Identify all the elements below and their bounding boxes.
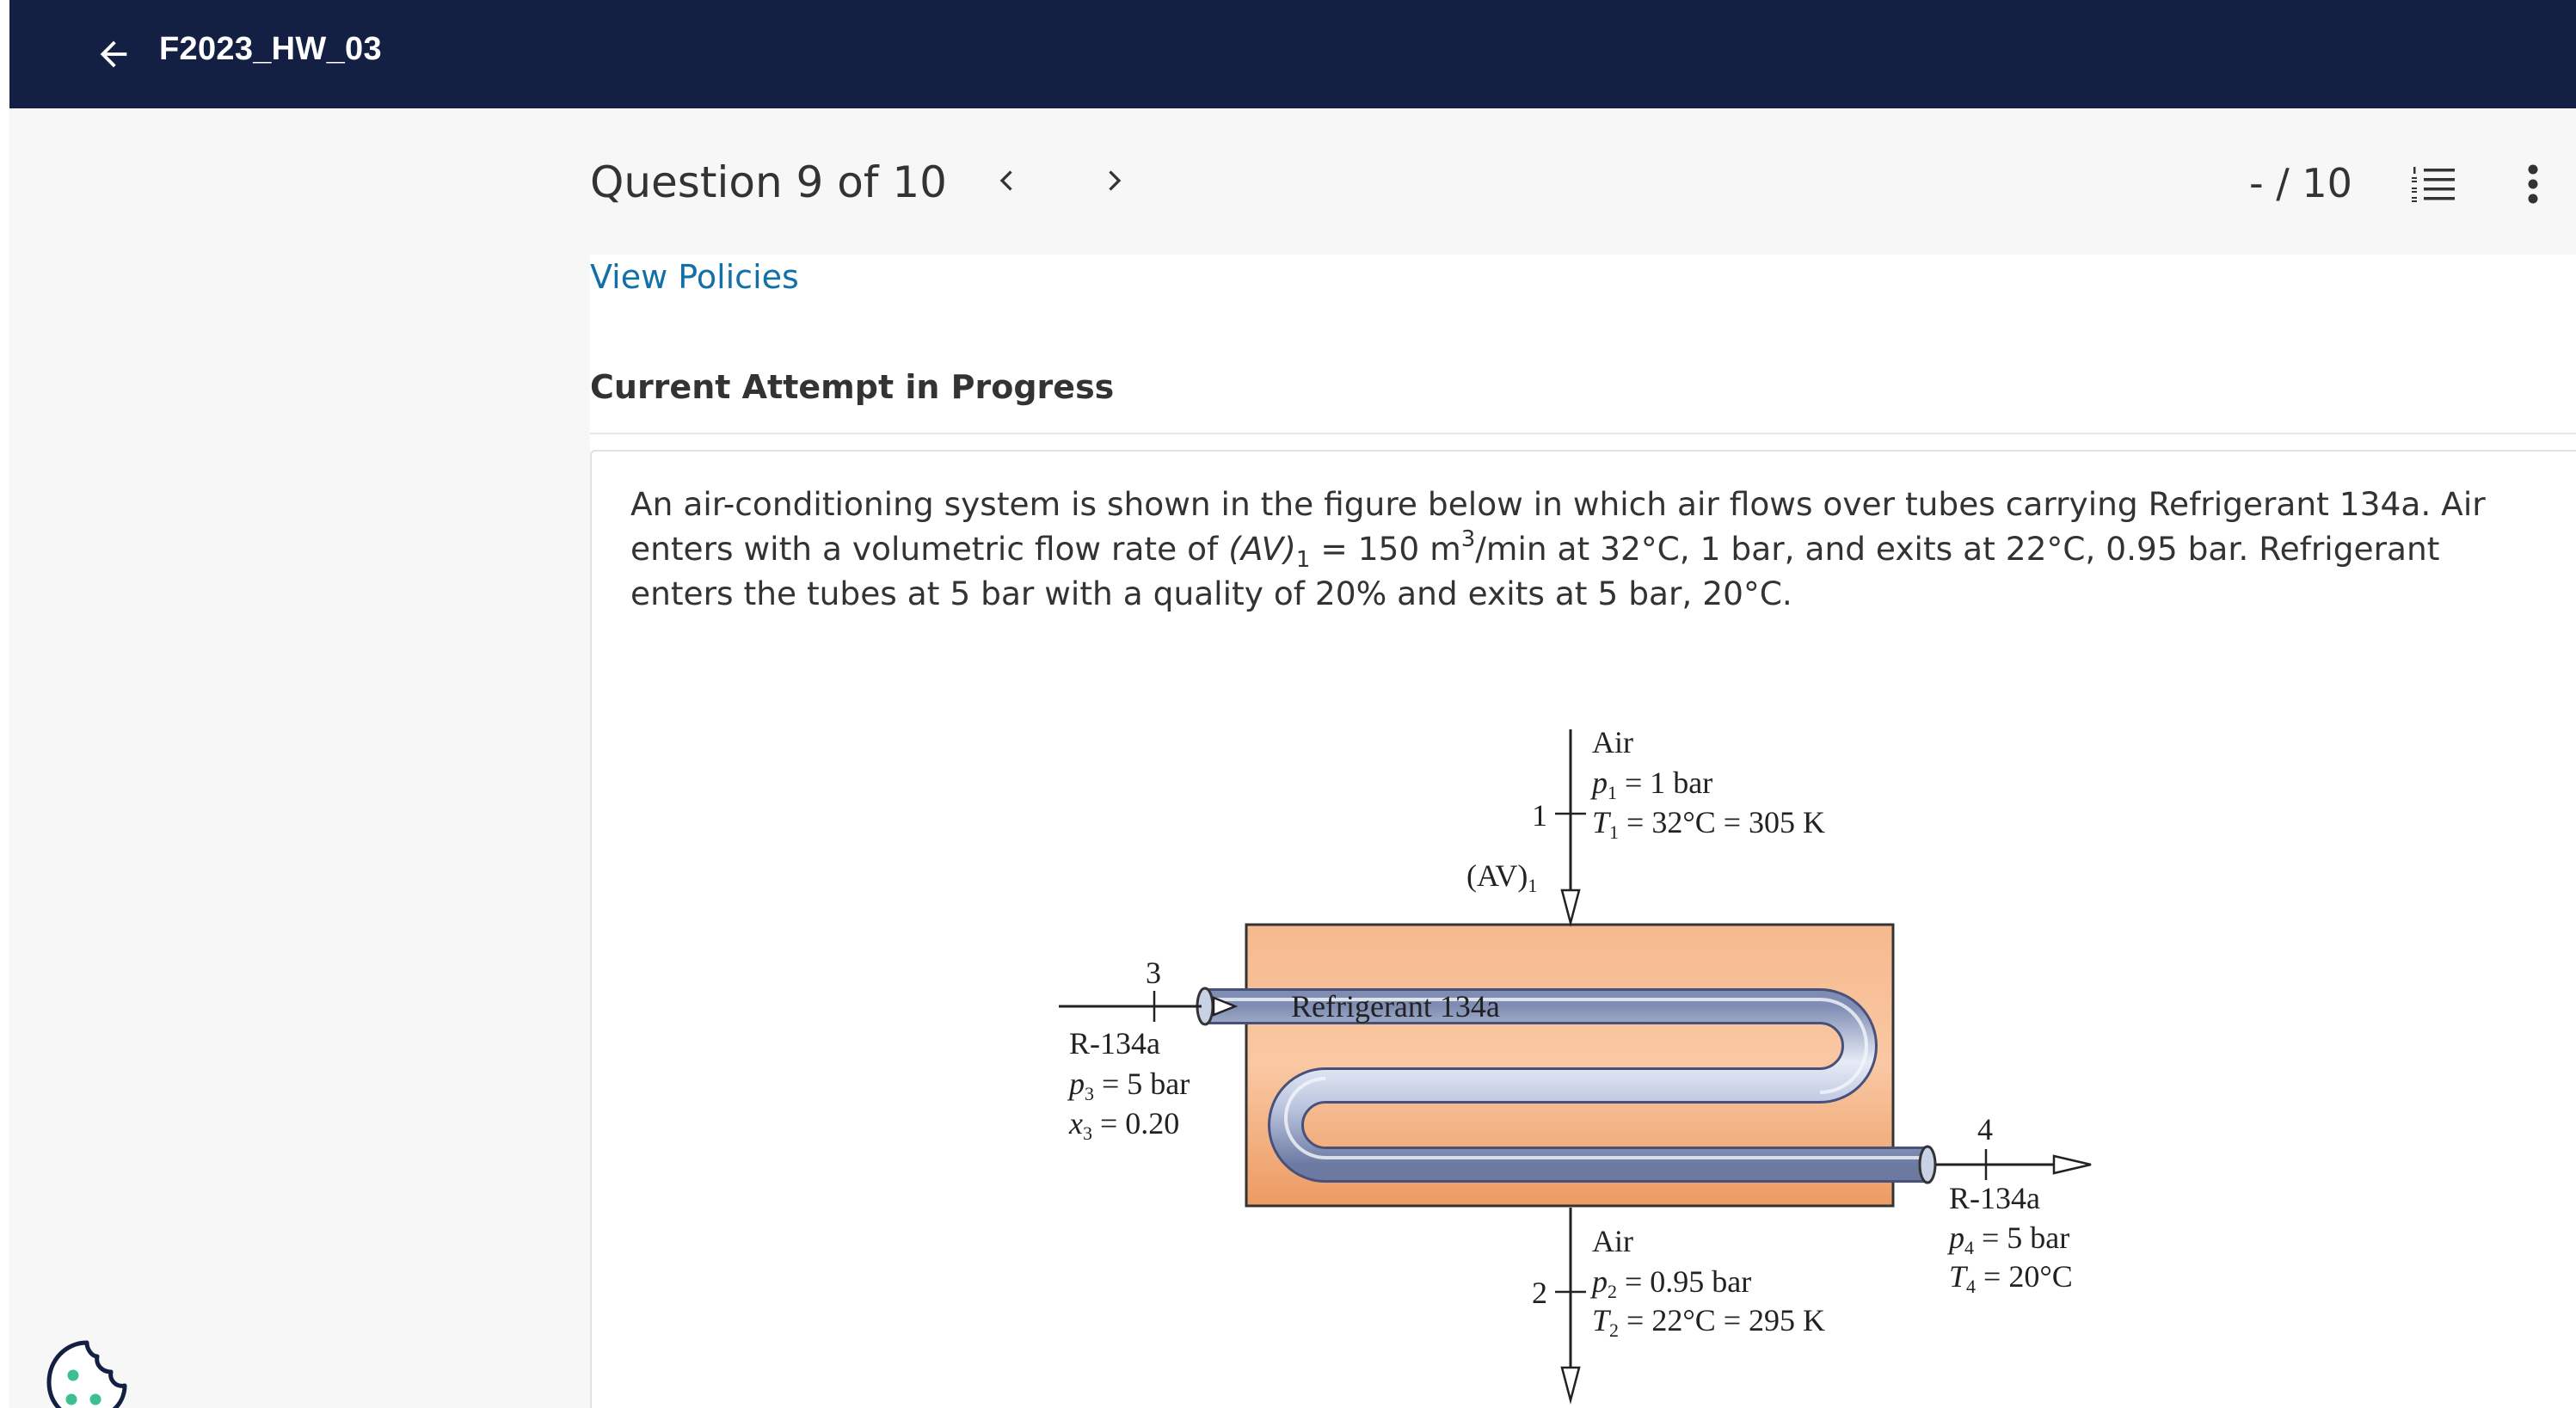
x3-label	[1068, 1106, 1179, 1144]
question-text-part2: = 150 m	[1310, 530, 1461, 568]
divider	[590, 433, 2576, 434]
attempt-status: Current Attempt in Progress	[590, 368, 1115, 406]
question-header	[9, 108, 2576, 255]
p2-sub: 2	[1608, 1281, 1617, 1302]
p4-value: = 5 bar	[1974, 1220, 2070, 1255]
p3-value: = 5 bar	[1094, 1067, 1190, 1101]
previous-question-button[interactable]	[981, 155, 1033, 206]
arrow-left-icon	[94, 34, 133, 74]
state-3-label: 3	[1146, 956, 1161, 990]
x3-sub: 3	[1082, 1122, 1092, 1144]
t2-value: = 22°C = 295 K	[1619, 1303, 1826, 1337]
av-subscript: 1	[1295, 547, 1311, 573]
t4-sub: 4	[1966, 1276, 1977, 1297]
chevron-left-icon	[990, 163, 1024, 198]
course-title: F2023_HW_03	[159, 31, 382, 67]
t2-label	[1592, 1303, 1825, 1341]
more-vertical-icon	[2527, 163, 2539, 205]
p1-var: p	[1592, 765, 1608, 800]
air-inlet-arrow	[1562, 890, 1579, 923]
state-1-label: 1	[1532, 798, 1547, 833]
p3-sub: 3	[1085, 1083, 1094, 1104]
av-label-sub: 1	[1528, 875, 1538, 896]
refrigerant-label: Refrigerant 134a	[1291, 989, 1500, 1024]
t1-value: = 32°C = 305 K	[1619, 805, 1826, 839]
av-label	[1466, 858, 1537, 896]
r134a-inlet-label: R-134a	[1069, 1026, 1160, 1061]
next-question-button[interactable]	[1088, 155, 1140, 206]
t1-sub: 1	[1609, 821, 1620, 843]
more-options-button[interactable]	[2507, 158, 2559, 210]
air-outlet-label: Air	[1592, 1224, 1633, 1258]
unit-superscript: 3	[1460, 526, 1476, 552]
av-label-text: (AV)	[1466, 858, 1528, 893]
numbered-list-icon	[2410, 164, 2456, 204]
r134a-outlet-label: R-134a	[1949, 1181, 2040, 1215]
back-button[interactable]	[89, 29, 138, 79]
score-display: - / 10	[2249, 160, 2352, 206]
cookie-icon	[42, 1337, 132, 1408]
air-inlet-label: Air	[1592, 725, 1633, 759]
p4-sub: 4	[1964, 1237, 1974, 1258]
t1-var: T	[1592, 805, 1610, 839]
question-text-part1: An air-conditioning system is shown in the figure below in which air flows over tubes carrying Refrigerant 134a. Air enters with a volumetric flow rate of	[630, 485, 2486, 568]
x3-var: x	[1069, 1106, 1083, 1141]
t2-var: T	[1592, 1303, 1610, 1337]
cookie-settings-button[interactable]	[42, 1337, 132, 1408]
top-header	[9, 0, 2576, 108]
chevron-right-icon	[1097, 163, 1131, 198]
x3-value: = 0.20	[1091, 1106, 1180, 1141]
air-outlet-arrow	[1562, 1368, 1579, 1400]
question-list-button[interactable]	[2406, 158, 2461, 210]
t4-label	[1949, 1259, 2073, 1297]
p1-sub: 1	[1608, 782, 1617, 803]
t2-sub: 2	[1609, 1319, 1620, 1341]
question-text-part3: /min at 32°C, 1 bar, and exits at 22°C, 0.95 bar. Refrigerant enters the tubes at 5 bar with a quality of 20% and exits at 5 bar, 20°C.	[630, 530, 2440, 612]
p4-label	[1946, 1220, 2069, 1258]
p1-value: = 1 bar	[1617, 765, 1713, 800]
air-conditioner-diagram	[1042, 714, 2125, 1408]
p2-value: = 0.95 bar	[1617, 1264, 1752, 1299]
p3-label	[1067, 1067, 1190, 1104]
state-2-label: 2	[1532, 1276, 1547, 1310]
refrigerant-outlet-arrow	[2054, 1156, 2091, 1173]
t4-value: = 20°C	[1976, 1259, 2073, 1294]
question-counter: Question 9 of 10	[590, 157, 947, 207]
p2-var: p	[1592, 1264, 1608, 1299]
question-text	[630, 482, 2540, 616]
p1-label	[1589, 765, 1712, 803]
t4-var: T	[1949, 1259, 1967, 1294]
p3-var: p	[1069, 1067, 1085, 1101]
p2-label	[1589, 1264, 1751, 1302]
av-symbol: (AV)	[1228, 530, 1296, 568]
state-4-label: 4	[1977, 1112, 1993, 1147]
p4-var: p	[1949, 1220, 1964, 1255]
t1-label	[1592, 805, 1825, 843]
view-policies-link[interactable]: View Policies	[590, 258, 799, 296]
